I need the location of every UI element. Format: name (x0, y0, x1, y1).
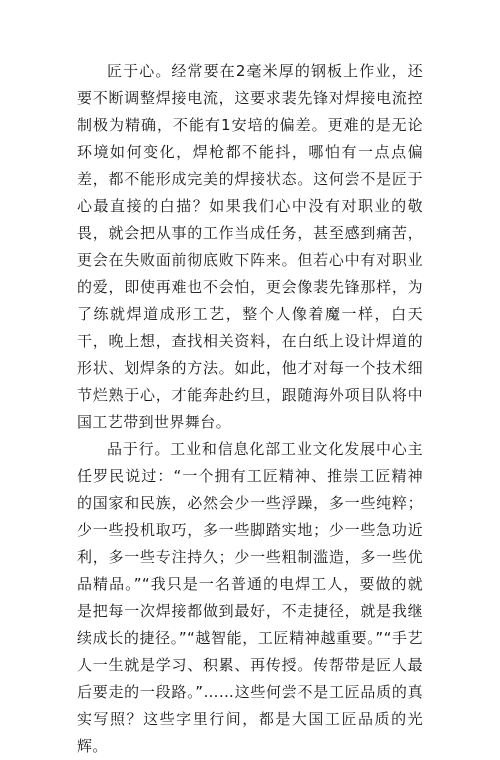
paragraph-quality-in-action: 品于行。工业和信息化部工业文化发展中心主任罗民说过：“一个拥有工匠精神、推崇工匠精神的国家和民族，必然会少一些浮躁，多一些纯粹；少一些投机取巧，多一些脚踏实地；少一些急功近利，多一些专注持久；少一些粗制滥造，多一些优品精品。”“我只是一名普通的电焊工人，要做的就是把每一次焊接都做到最好，不走捷径，就是我继续成长的捷径。”“越智能，工匠精神越重要。”“手艺人一生就是学习、积累、再传授。传帮带是匠人最后要走的一段路。”……这些何尝不是工匠品质的真实写照？这些字里行间，都是大国工匠品质的光辉。 (77, 440, 423, 755)
document-body (77, 58, 423, 760)
paragraph-craftsmanship-in-heart: 匠于心。经常要在2毫米厚的钢板上作业，还要不断调整焊接电流，这要求裴先锋对焊接电流控制极为精确，不能有1安培的偏差。更难的是无论环境如何变化，焊枪都不能抖，哪怕有一点点偏差，都不能形成完美的焊接状态。这何尝不是匠于心最直接的白描？如果我们心中没有对职业的敬畏，就会把从事的工作当成任务，甚至感到痛苦，更会在失败面前彻底败下阵来。但若心中有对职业的爱，即使再难也不会怕，更会像裴先锋那样，为了练就焊道成形工艺，整个人像着魔一样，白天干，晚上想，查找相关资料，在白纸上设计焊道的形状、划焊条的方法。如此，他才对每一个技术细节烂熟于心，才能奔赴约旦，跟随海外项目队将中国工艺带到世界舞台。 (77, 62, 423, 431)
